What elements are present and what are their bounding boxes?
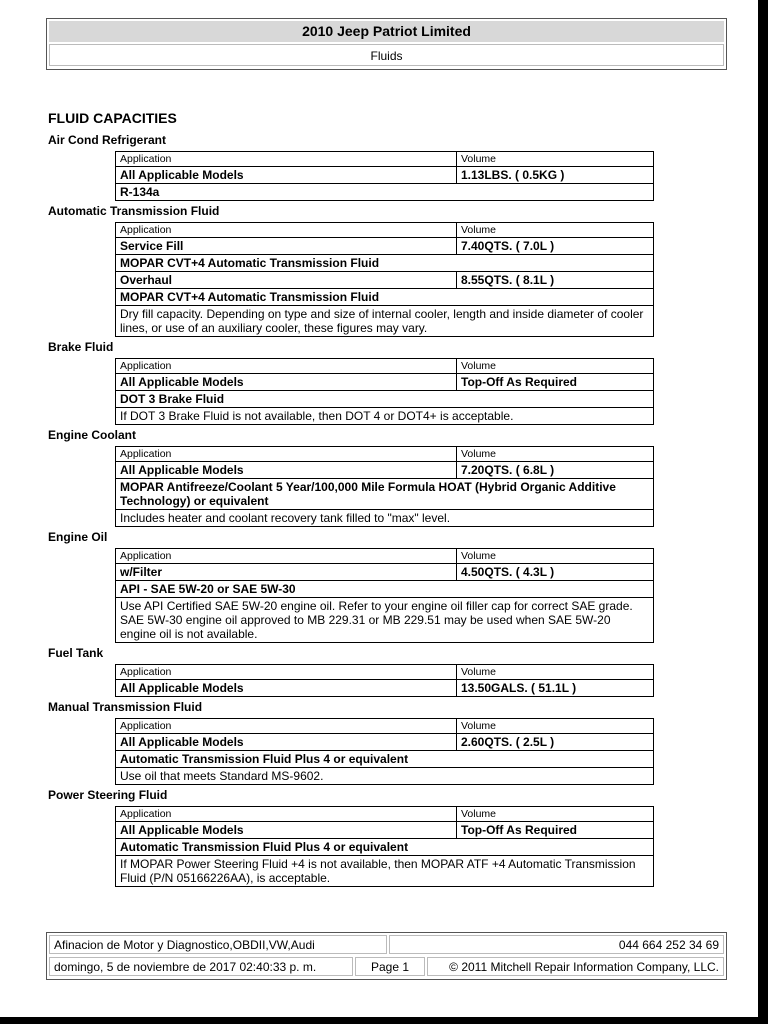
table-row (116, 184, 654, 201)
fluid-table (115, 664, 654, 697)
fluid-name: Fuel Tank (48, 646, 104, 660)
column-header-volume: Volume (457, 447, 654, 462)
table-header-row (116, 359, 654, 374)
application-cell: All Applicable Models (116, 680, 457, 697)
fluid-table (115, 548, 654, 643)
note-row (116, 408, 654, 425)
fluid-note: Use API Certified SAE 5W-20 engine oil. Refer to your engine oil filler cap for correct SAE grade. SAE 5W-30 engine oil approved to MB 229.31 or MB 229.51 may be used when SAE 5W-20 engine oil is not available. (116, 598, 654, 643)
fluid-name: Engine Oil (48, 530, 108, 544)
footer-phone: 044 664 252 34 69 (389, 935, 724, 954)
footer-date: domingo, 5 de noviembre de 2017 02:40:33 p. m. (49, 957, 353, 976)
volume-cell: 7.20QTS. ( 6.8L ) (457, 462, 654, 479)
fluid-list (48, 130, 708, 887)
fluid-note: If MOPAR Power Steering Fluid +4 is not available, then MOPAR ATF +4 Automatic Transmission Fluid (P/N 05166226AA), is acceptable. (116, 856, 654, 887)
table-row (116, 734, 654, 751)
note-row (116, 306, 654, 337)
document-header (46, 18, 727, 70)
fluid-note: If DOT 3 Brake Fluid is not available, then DOT 4 or DOT4+ is acceptable. (116, 408, 654, 425)
table-row (116, 839, 654, 856)
footer-company: Afinacion de Motor y Diagnostico,OBDII,VW,Audi (49, 935, 387, 954)
volume-cell: Top-Off As Required (457, 374, 654, 391)
note-row (116, 768, 654, 785)
table-row (116, 751, 654, 768)
column-header-volume: Volume (457, 359, 654, 374)
note-row (116, 598, 654, 643)
table-row (116, 479, 654, 510)
column-header-application: Application (116, 447, 457, 462)
document-subtitle: Fluids (49, 44, 724, 66)
volume-cell: 7.40QTS. ( 7.0L ) (457, 238, 654, 255)
fluid-name: Air Cond Refrigerant (48, 133, 167, 147)
footer-page-number: Page 1 (355, 957, 425, 976)
fluid-spec-cell: MOPAR Antifreeze/Coolant 5 Year/100,000 Mile Formula HOAT (Hybrid Organic Additive Technology) or equivalent (116, 479, 654, 510)
volume-cell: 2.60QTS. ( 2.5L ) (457, 734, 654, 751)
table-row (116, 822, 654, 839)
fluid-spec-cell: MOPAR CVT+4 Automatic Transmission Fluid (116, 289, 654, 306)
fluid-name: Brake Fluid (48, 340, 114, 354)
fluid-spec-cell: R-134a (116, 184, 654, 201)
volume-cell: 8.55QTS. ( 8.1L ) (457, 272, 654, 289)
column-header-application: Application (116, 807, 457, 822)
fluid-name: Manual Transmission Fluid (48, 700, 203, 714)
application-cell: All Applicable Models (116, 734, 457, 751)
section-heading: FLUID CAPACITIES (48, 110, 177, 126)
page-footer (46, 932, 727, 980)
column-header-volume: Volume (457, 719, 654, 734)
table-row (116, 564, 654, 581)
table-header-row (116, 223, 654, 238)
fluid-note: Dry fill capacity. Depending on type and size of internal cooler, length and inside diameter of cooler lines, or use of an auxiliary cooler, these figures may vary. (116, 306, 654, 337)
fluid-spec-cell: Automatic Transmission Fluid Plus 4 or equivalent (116, 751, 654, 768)
table-header-row (116, 152, 654, 167)
volume-cell: 13.50GALS. ( 51.1L ) (457, 680, 654, 697)
fluid-spec-cell: DOT 3 Brake Fluid (116, 391, 654, 408)
fluid-name: Engine Coolant (48, 428, 136, 442)
fluid-name: Automatic Transmission Fluid (48, 204, 220, 218)
table-row (116, 255, 654, 272)
column-header-volume: Volume (457, 665, 654, 680)
column-header-application: Application (116, 719, 457, 734)
table-header-row (116, 447, 654, 462)
table-row (116, 238, 654, 255)
fluid-spec-cell: API - SAE 5W-20 or SAE 5W-30 (116, 581, 654, 598)
volume-cell: Top-Off As Required (457, 822, 654, 839)
volume-cell: 4.50QTS. ( 4.3L ) (457, 564, 654, 581)
fluid-table (115, 806, 654, 887)
fluid-table (115, 151, 654, 201)
table-row (116, 462, 654, 479)
application-cell: Overhaul (116, 272, 457, 289)
table-row (116, 581, 654, 598)
fluid-spec-cell: MOPAR CVT+4 Automatic Transmission Fluid (116, 255, 654, 272)
column-header-application: Application (116, 665, 457, 680)
fluid-note: Use oil that meets Standard MS-9602. (116, 768, 654, 785)
application-cell: All Applicable Models (116, 822, 457, 839)
table-row (116, 167, 654, 184)
column-header-volume: Volume (457, 549, 654, 564)
fluid-table (115, 358, 654, 425)
volume-cell: 1.13LBS. ( 0.5KG ) (457, 167, 654, 184)
note-row (116, 510, 654, 527)
table-header-row (116, 719, 654, 734)
table-header-row (116, 807, 654, 822)
footer-copyright: © 2011 Mitchell Repair Information Company, LLC. (427, 957, 724, 976)
table-row (116, 272, 654, 289)
vehicle-title: 2010 Jeep Patriot Limited (49, 21, 724, 42)
column-header-volume: Volume (457, 152, 654, 167)
table-row (116, 680, 654, 697)
fluid-spec-cell: Automatic Transmission Fluid Plus 4 or equivalent (116, 839, 654, 856)
fluid-table (115, 446, 654, 527)
fluid-note: Includes heater and coolant recovery tank filled to "max" level. (116, 510, 654, 527)
application-cell: All Applicable Models (116, 374, 457, 391)
application-cell: All Applicable Models (116, 462, 457, 479)
fluid-table (115, 718, 654, 785)
column-header-application: Application (116, 223, 457, 238)
column-header-application: Application (116, 549, 457, 564)
column-header-volume: Volume (457, 223, 654, 238)
table-header-row (116, 549, 654, 564)
table-header-row (116, 665, 654, 680)
application-cell: w/Filter (116, 564, 457, 581)
application-cell: Service Fill (116, 238, 457, 255)
table-row (116, 289, 654, 306)
column-header-application: Application (116, 152, 457, 167)
fluid-table (115, 222, 654, 337)
column-header-volume: Volume (457, 807, 654, 822)
table-row (116, 391, 654, 408)
table-row (116, 374, 654, 391)
note-row (116, 856, 654, 887)
application-cell: All Applicable Models (116, 167, 457, 184)
fluid-name: Power Steering Fluid (48, 788, 168, 802)
column-header-application: Application (116, 359, 457, 374)
